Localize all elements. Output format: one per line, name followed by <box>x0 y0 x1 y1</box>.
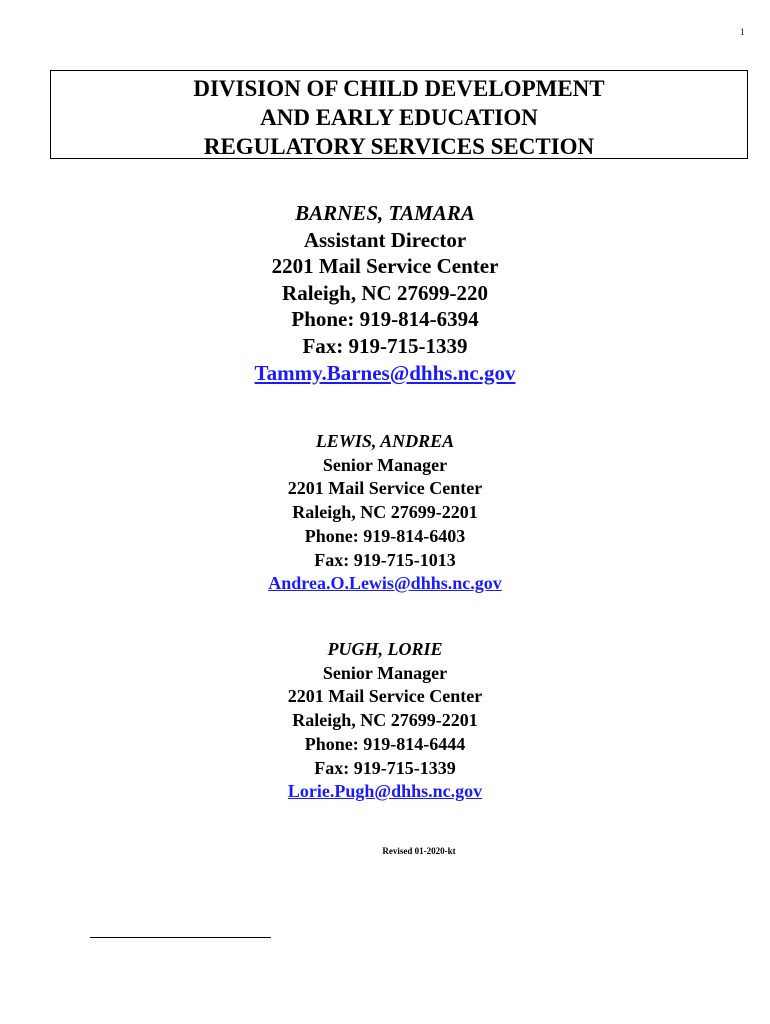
contact-name: BARNES, TAMARA <box>295 201 475 225</box>
contact-barnes <box>0 200 770 386</box>
contact-city: Raleigh, NC 27699-2201 <box>292 710 478 731</box>
contact-fax: Fax: 919-715-1339 <box>314 757 456 778</box>
contact-email-link[interactable]: Andrea.O.Lewis@dhhs.nc.gov <box>268 573 502 594</box>
contact-phone: Phone: 919-814-6394 <box>291 307 479 332</box>
header-line-2: AND EARLY EDUCATION <box>260 105 538 130</box>
contact-phone: Phone: 919-814-6403 <box>304 525 466 546</box>
contact-email-link[interactable]: Tammy.Barnes@dhhs.nc.gov <box>254 360 516 385</box>
contact-title: Assistant Director <box>303 227 467 252</box>
footnote-divider <box>90 937 271 938</box>
header-line-3: REGULATORY SERVICES SECTION <box>203 134 595 159</box>
contact-email-link[interactable]: Lorie.Pugh@dhhs.nc.gov <box>287 781 483 802</box>
contact-fax: Fax: 919-715-1339 <box>302 333 468 358</box>
contact-pugh <box>0 638 770 804</box>
contact-fax: Fax: 919-715-1013 <box>314 549 456 570</box>
contact-city: Raleigh, NC 27699-2201 <box>292 502 478 523</box>
page-number: 1 <box>740 27 745 37</box>
section-header <box>50 70 748 159</box>
contact-address: 2201 Mail Service Center <box>287 686 483 707</box>
contact-address: 2201 Mail Service Center <box>287 478 483 499</box>
contact-name: LEWIS, ANDREA <box>315 431 455 451</box>
contact-title: Senior Manager <box>322 662 448 683</box>
contact-name: PUGH, LORIE <box>327 639 443 659</box>
contact-address: 2201 Mail Service Center <box>271 254 499 279</box>
contact-title: Senior Manager <box>322 454 448 475</box>
contact-lewis <box>0 430 770 596</box>
contact-city: Raleigh, NC 27699-220 <box>282 280 488 305</box>
revision-note: Revised 01-2020-kt <box>382 846 456 856</box>
header-line-1: DIVISION OF CHILD DEVELOPMENT <box>193 76 605 101</box>
contact-phone: Phone: 919-814-6444 <box>304 733 466 754</box>
